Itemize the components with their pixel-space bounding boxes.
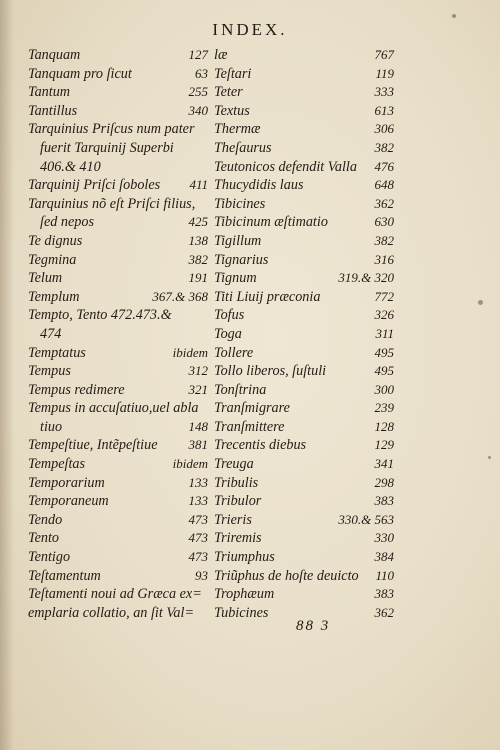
index-entry [214, 65, 394, 84]
index-term: Tempto, Tento 472.473.& [28, 307, 172, 324]
index-entry [28, 511, 208, 530]
index-page-ref: 340 [188, 102, 208, 118]
index-entry [28, 548, 208, 567]
index-page-ref: 362 [374, 604, 394, 620]
index-page-ref: 129 [374, 437, 394, 453]
index-term: Tibicinum æſtimatio [214, 214, 328, 231]
index-term: Textus [214, 102, 250, 119]
index-page-ref: 93 [195, 567, 208, 583]
index-entry [28, 65, 208, 84]
index-page-ref: 495 [374, 344, 394, 360]
index-page-ref: 321 [188, 381, 208, 397]
index-entry [214, 288, 394, 307]
index-term: Tibicines [214, 195, 266, 212]
index-term: Triumphus [214, 549, 275, 566]
index-entry [28, 585, 208, 604]
index-entry [28, 455, 208, 474]
index-term: fuerit Tarquinij Superbi [40, 139, 174, 156]
index-entry [28, 213, 208, 232]
index-term: Te dignus [28, 232, 83, 249]
index-entry [214, 195, 394, 214]
index-page-ref: 239 [374, 400, 394, 416]
index-entry [28, 251, 208, 270]
index-entry [214, 381, 394, 400]
index-term: Teſtamenti noui ad Græca ex= [28, 586, 202, 603]
index-entry [28, 288, 208, 307]
index-term: Temporarium [28, 474, 105, 491]
index-entry [214, 436, 394, 455]
index-entry [214, 529, 394, 548]
index-entry [214, 455, 394, 474]
index-page-ref: 63 [195, 65, 208, 81]
index-page-ref: 316 [374, 251, 394, 267]
index-entry [214, 232, 394, 251]
index-entry [28, 362, 208, 381]
index-entry [28, 46, 208, 65]
index-page-ref: 382 [188, 251, 208, 267]
index-page-ref: 383 [374, 493, 394, 509]
index-page-ref: 138 [188, 232, 208, 248]
index-term: Titi Liuij præconia [214, 288, 321, 305]
index-page-ref: 306 [374, 121, 394, 137]
index-term: Templum [28, 288, 80, 305]
index-page-ref: 319.& 320 [338, 270, 394, 286]
index-term: Teſtamentum [28, 567, 101, 584]
index-entry [214, 120, 394, 139]
index-term: Tarquinij Priſci ſoboles [28, 177, 161, 194]
index-page-ref: 341 [374, 456, 394, 472]
index-entry [214, 83, 394, 102]
index-page-ref: 382 [374, 232, 394, 248]
page-gutter-shadow [0, 0, 14, 750]
index-term: Tanquam pro ſicut [28, 65, 132, 82]
index-term: Tignum [214, 270, 257, 287]
index-page-ref: 767 [374, 47, 394, 62]
index-entry [214, 362, 394, 381]
index-page-ref: ibidem [172, 344, 208, 360]
index-page-ref: 772 [374, 288, 394, 304]
index-term: 474 [40, 325, 62, 342]
index-entry [214, 325, 394, 344]
ink-spot [478, 300, 483, 305]
index-term: Thermæ [214, 121, 261, 138]
index-entry [214, 511, 394, 530]
index-term: Tento [28, 530, 60, 547]
page-header: INDEX. [212, 20, 288, 39]
index-term: Theſaurus [214, 139, 272, 156]
index-page-ref: 384 [374, 549, 394, 565]
index-entry [28, 120, 208, 139]
index-entry [28, 529, 208, 548]
index-page-ref: 110 [375, 567, 394, 583]
index-page-ref: 326 [374, 307, 394, 323]
index-entry [28, 306, 208, 325]
index-page-ref: 127 [188, 47, 208, 62]
index-entry [28, 102, 208, 121]
index-term: Tignarius [214, 251, 269, 268]
index-page-ref: 312 [188, 363, 208, 379]
index-term: Tonſtrina [214, 381, 267, 398]
index-term: Tanquam [28, 47, 81, 63]
index-term: Tantum [28, 84, 71, 101]
index-term: Tribulor [214, 493, 262, 510]
index-page-ref: 381 [188, 437, 208, 453]
index-entry [214, 251, 394, 270]
index-page-ref: 311 [375, 325, 394, 341]
index-entry [214, 46, 394, 65]
index-term: Teter [214, 84, 243, 101]
index-page-ref: 330 [374, 530, 394, 546]
index-entry [28, 399, 208, 418]
index-entry [28, 381, 208, 400]
index-page-ref: 613 [374, 102, 394, 118]
index-entry [214, 213, 394, 232]
index-entry [214, 306, 394, 325]
index-term: emplaria collatio, an ſit Val= [28, 604, 195, 621]
index-page-ref: 495 [374, 363, 394, 379]
index-entry [28, 474, 208, 493]
index-page-ref: 133 [188, 474, 208, 490]
index-page-ref: 473 [188, 549, 208, 565]
index-column-left [28, 46, 208, 622]
index-entry [214, 158, 394, 177]
index-entry [28, 139, 208, 158]
index-page-ref: 300 [374, 381, 394, 397]
index-entry [28, 604, 208, 623]
index-entry [28, 418, 208, 437]
index-entry [214, 492, 394, 511]
index-page-ref: 362 [374, 195, 394, 211]
index-entry [214, 269, 394, 288]
index-term: Tempus in accuſatiuo,uel abla [28, 400, 199, 417]
index-page-ref: 148 [188, 418, 208, 434]
index-page-ref: 382 [374, 139, 394, 155]
index-term: Triũphus de hoſte deuicto [214, 567, 359, 584]
index-entry [214, 548, 394, 567]
index-page-ref: 191 [188, 270, 208, 286]
index-term: 406.& 410 [40, 158, 101, 175]
index-entry [28, 492, 208, 511]
index-term: Tempus [28, 363, 71, 380]
index-term: Tofus [214, 307, 245, 324]
index-entry [214, 399, 394, 418]
index-page-ref: 333 [374, 84, 394, 100]
index-term: Tentigo [28, 549, 71, 566]
index-term: Tarquinius nõ eſt Priſci filius, [28, 195, 196, 212]
index-term: Tempeſtas [28, 456, 86, 473]
index-term: Thucydidis laus [214, 177, 304, 194]
index-entry [214, 418, 394, 437]
index-term: Temporaneum [28, 493, 109, 510]
index-entry [28, 195, 208, 214]
index-term: ſed nepos [40, 214, 94, 231]
index-entry [28, 83, 208, 102]
index-page-ref: 119 [375, 65, 394, 81]
index-page-ref: 383 [374, 586, 394, 602]
index-term: tiuo [40, 418, 63, 435]
index-page-ref: ibidem [172, 456, 208, 472]
index-page-ref: 411 [189, 177, 208, 193]
index-term: Teutonicos defendit Valla [214, 158, 357, 175]
index-page-ref: 367.& 368 [152, 288, 208, 304]
index-term: Teſtari [214, 65, 252, 82]
index-entry [28, 232, 208, 251]
index-entry [28, 176, 208, 195]
index-entry [214, 102, 394, 121]
index-entry [214, 567, 394, 586]
index-entry [28, 325, 208, 344]
index-term: læ [214, 47, 228, 63]
index-term: Trieris [214, 511, 252, 528]
index-page-ref: 133 [188, 493, 208, 509]
index-term: Triremis [214, 530, 262, 547]
index-entry [214, 176, 394, 195]
signature-mark: 88 3 [296, 618, 331, 634]
index-term: Treuga [214, 456, 254, 473]
index-entry [214, 344, 394, 363]
index-term: Telum [28, 270, 63, 287]
index-term: Tubicines [214, 604, 269, 621]
index-term: Tigillum [214, 232, 262, 249]
index-entry [214, 585, 394, 604]
index-entry [28, 344, 208, 363]
index-page-ref: 330.& 563 [338, 511, 394, 527]
index-term: Tegmina [28, 251, 77, 268]
index-entry [214, 139, 394, 158]
index-term: Temptatus [28, 344, 86, 361]
index-term: Tollo liberos, ſuſtuli [214, 363, 327, 380]
ink-spot [488, 456, 491, 459]
index-term: Tantillus [28, 102, 78, 119]
index-page-ref: 425 [188, 214, 208, 230]
index-term: Trecentis diebus [214, 437, 307, 454]
index-page-ref: 128 [374, 418, 394, 434]
index-term: Toga [214, 325, 242, 342]
index-term: Tarquinius Priſcus num pater [28, 121, 195, 138]
index-term: Tranſmigrare [214, 400, 290, 417]
index-term: Tendo [28, 511, 63, 528]
index-page-ref: 473 [188, 511, 208, 527]
index-page-ref: 476 [374, 158, 394, 174]
index-entry [28, 158, 208, 177]
index-entry [214, 474, 394, 493]
index-page-ref: 648 [374, 177, 394, 193]
index-term: Tempeſtiue, Intẽpeſtiue [28, 437, 158, 454]
index-entry [28, 269, 208, 288]
index-term: Tollere [214, 344, 254, 361]
index-entry [28, 567, 208, 586]
index-term: Tribulis [214, 474, 259, 491]
index-term: Trophæum [214, 586, 275, 603]
index-page-ref: 298 [374, 474, 394, 490]
index-page-ref: 255 [188, 84, 208, 100]
index-page-ref: 630 [374, 214, 394, 230]
index-entry [28, 436, 208, 455]
index-term: Tempus redimere [28, 381, 125, 398]
index-term: Tranſmittere [214, 418, 285, 435]
index-page-ref: 473 [188, 530, 208, 546]
ink-spot [452, 14, 456, 18]
index-column-right [214, 46, 394, 622]
